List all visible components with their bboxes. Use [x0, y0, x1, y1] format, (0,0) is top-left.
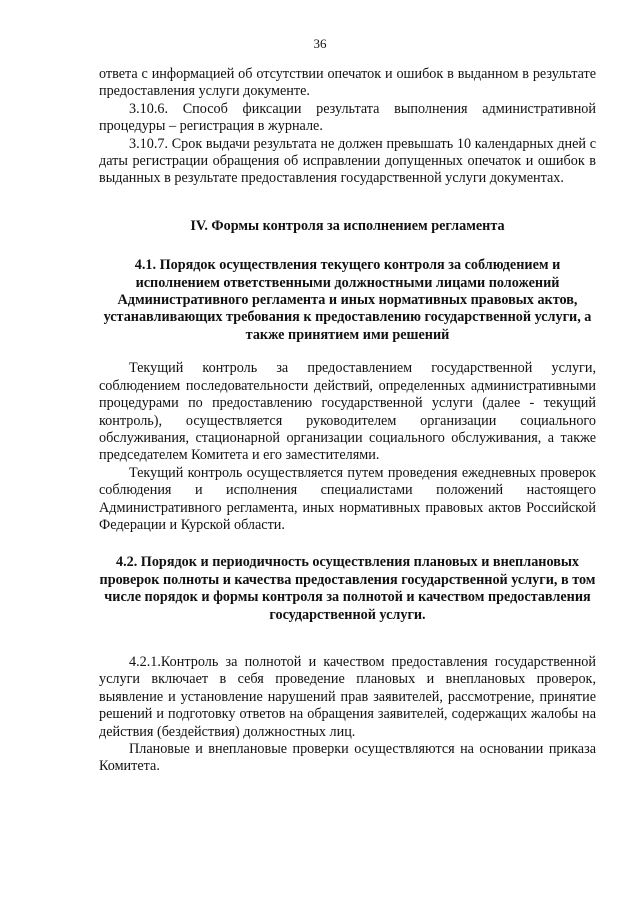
paragraph-daily-checks: Текущий контроль осуществляется путем проведения ежедневных проверок соблюдения и исполнения специалистами положений настоящего Административного регламента, иных нормативных правовых актов Российской Федерации и Курской области.	[99, 464, 596, 533]
subsection-4-2-title: 4.2. Порядок и периодичность осуществления плановых и внеплановых проверок полноты и качества предоставления государственной услуги, в том числе порядок и формы контроля за полнотой и качеством предоставления государственной услуги.	[99, 554, 596, 623]
paragraph-3-10-6: 3.10.6. Способ фиксации результата выполнения административной процедуры – регистрация в журнале.	[99, 100, 596, 135]
section-iv-title: IV. Формы контроля за исполнением регламента	[190, 217, 505, 234]
page-number: 36	[313, 36, 327, 51]
paragraph-4-2-1: 4.2.1.Контроль за полнотой и качеством предоставления государственной услуги включает в себя проведение плановых и внеплановых проверок, выявление и установление нарушений прав заявителей, рассмотрение, принятие решений и подготовку ответов на обращения заявителей, содержащих жалобы на действия (бездействия) должностных лиц.	[99, 653, 596, 740]
paragraph-3-10-7: 3.10.7. Срок выдачи результата не должен превышать 10 календарных дней с даты регистрации обращения об исправлении допущенных опечаток и ошибок в выданных в результате предоставления государственной услуги документах.	[99, 135, 596, 187]
subsection-4-1-title: 4.1. Порядок осуществления текущего контроля за соблюдением и исполнением ответственными должностными лицами положений Административного регламента и иных нормативных правовых актов, устанавливающих требования к предоставлению государственной услуги, а также принятием ими решений	[103, 257, 592, 343]
paragraph-current-control: Текущий контроль за предоставлением государственной услуги, соблюдением последовательности действий, определенных административными процедурами по предоставлению государственной услуги (далее - текущий контроль), осуществляется руководителем организации социального обслуживания, стационарной организации социального обслуживания, а также председателем Комитета и его заместителями.	[99, 360, 596, 464]
paragraph-planned-checks: Плановые и внеплановые проверки осуществляются на основании приказа Комитета.	[99, 741, 596, 775]
spacer	[99, 534, 596, 554]
spacer	[99, 624, 596, 654]
page-content	[99, 66, 596, 776]
paragraph-continuation: ответа с информацией об отсутствии опечаток и ошибок в выданном в результате предоставления услуги документе.	[99, 66, 596, 100]
